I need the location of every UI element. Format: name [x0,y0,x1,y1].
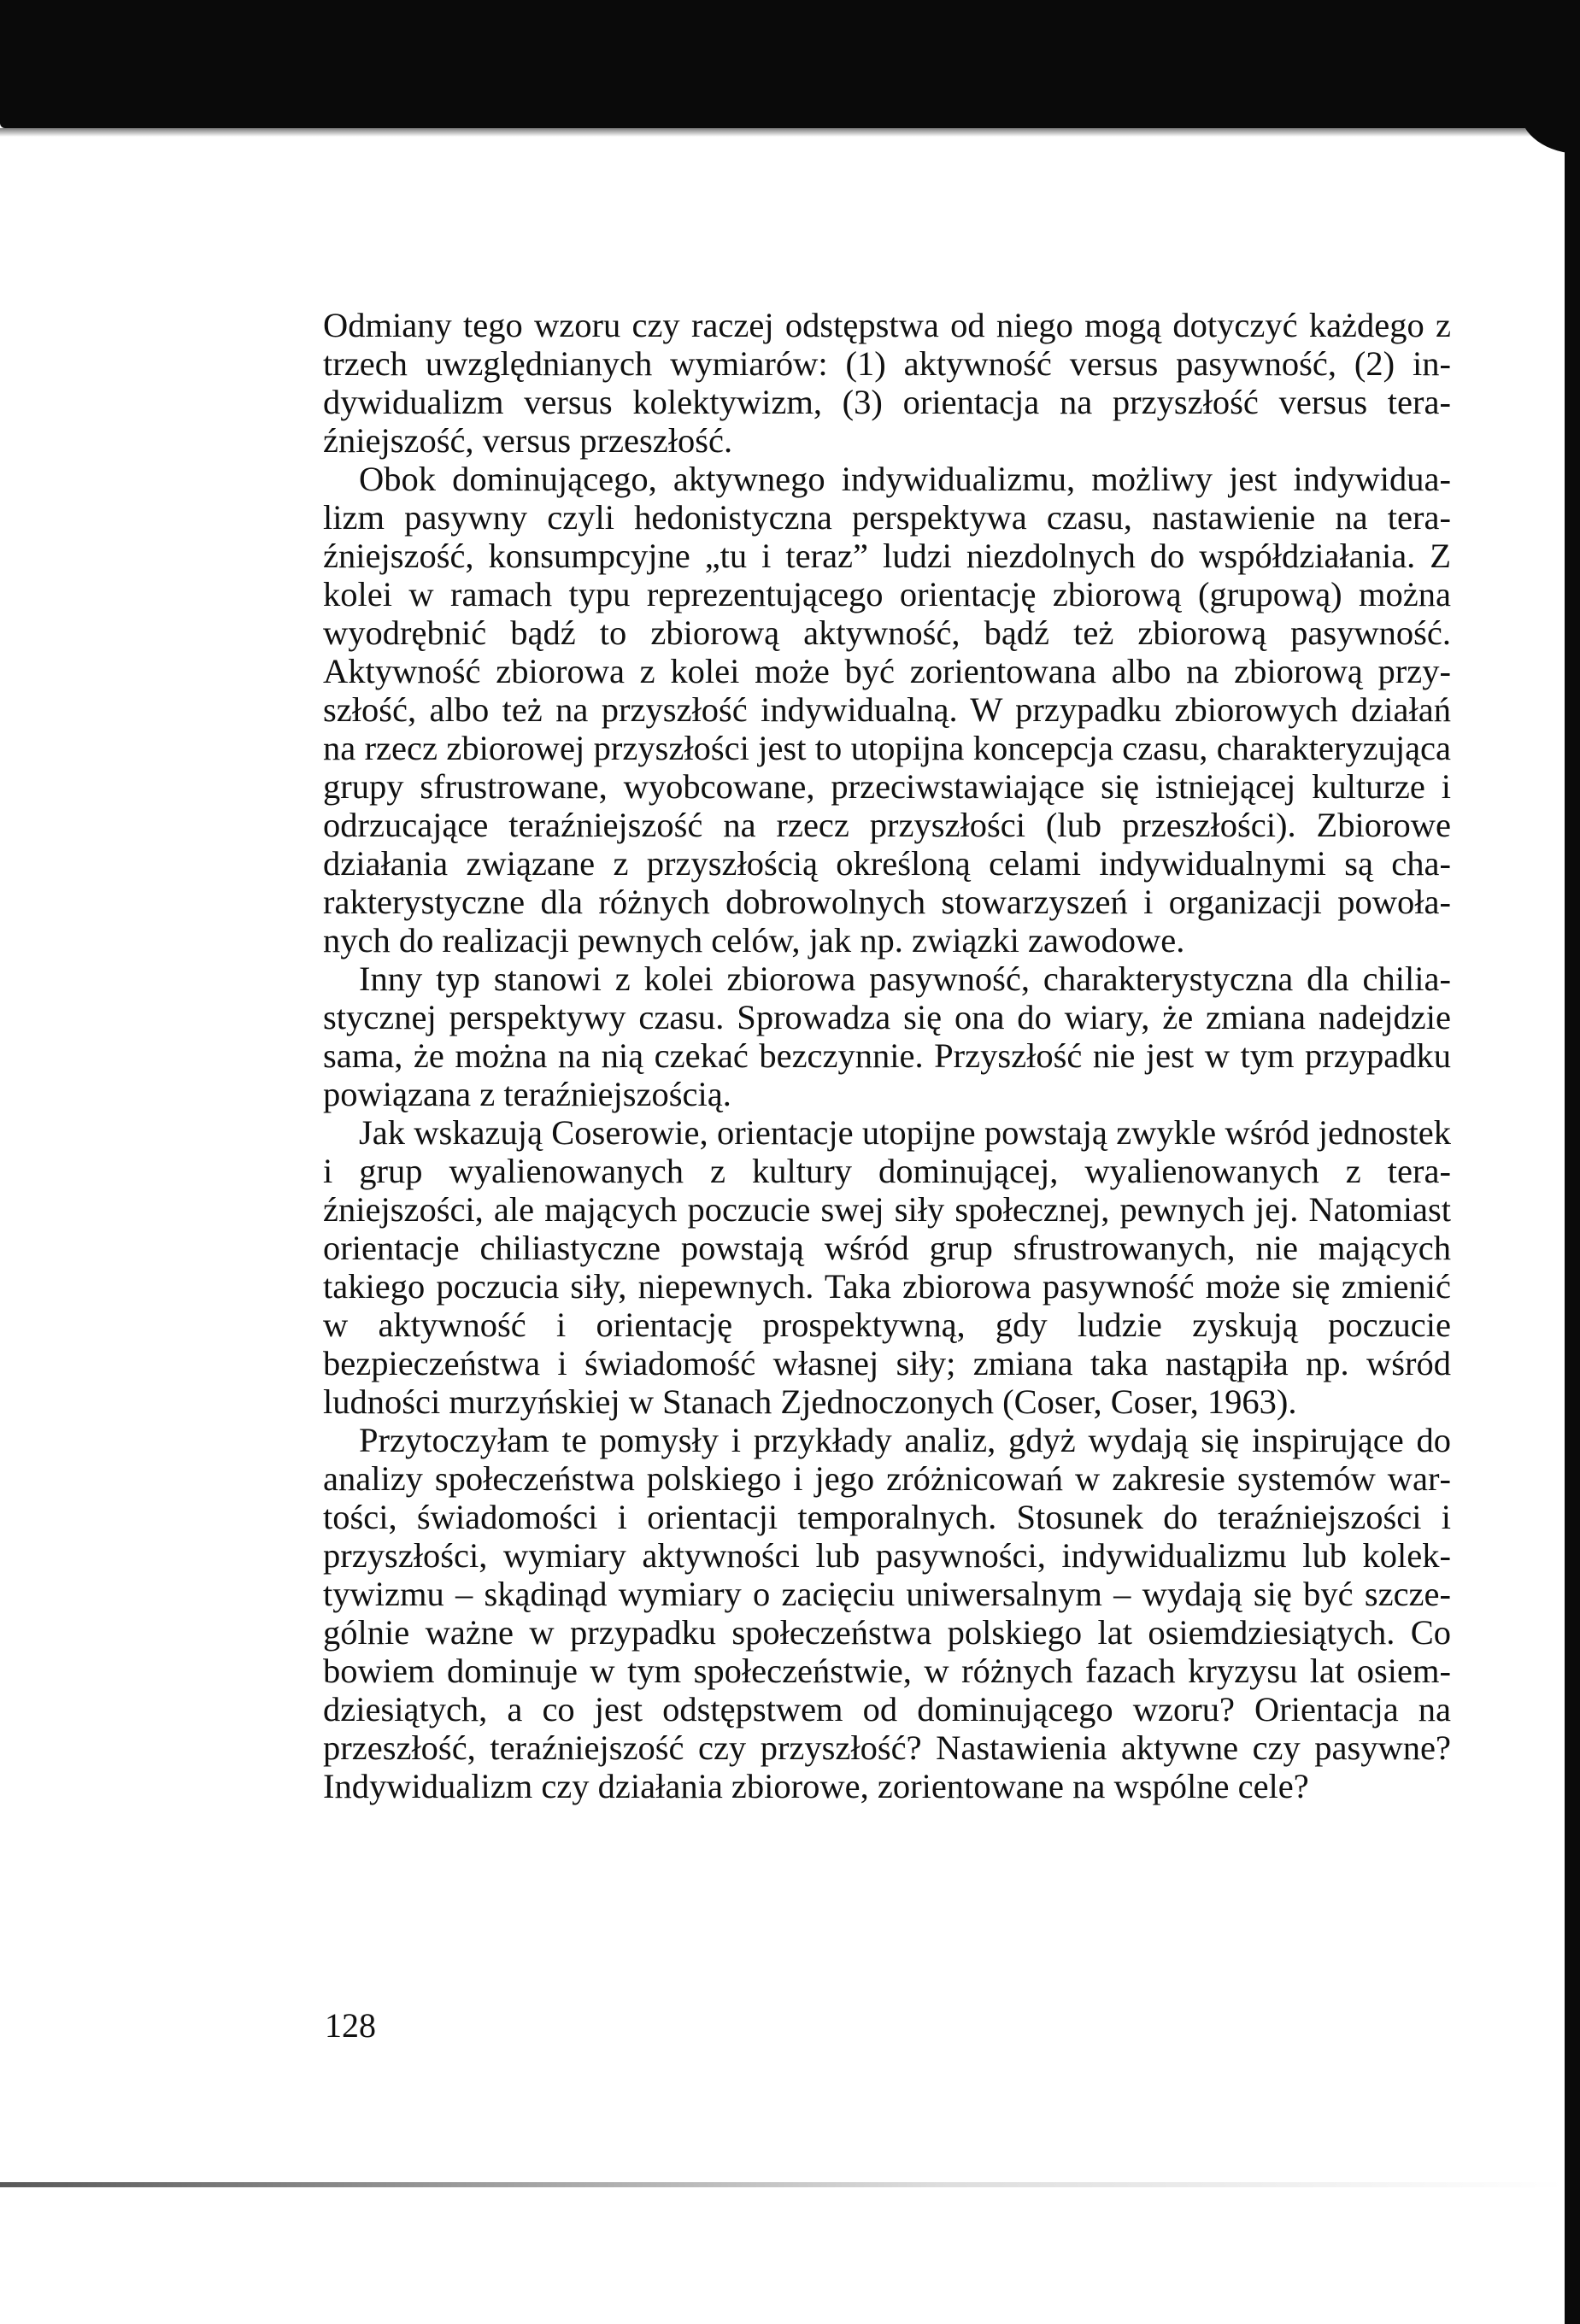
page-bottom-edge [0,2182,1565,2187]
scan-border-right [1565,0,1580,2324]
paragraph-3: Inny typ stanowi z kolei zbiorowa pasywność, charakterystyczna dla chiliastycznej perspektywy czasu. Sprowadza się ona do wiary, że zmiana nadejdzie sama, że można na nią czekać bezczynnie. Przyszłość nie jest w tym przypadku powiązana z teraźniejszością. [323,960,1451,1113]
paragraph-5: Przytoczyłam te pomysły i przykłady analiz, gdyż wydają się inspirujące do analizy społeczeństwa polskiego i jego zróżnicowań w zakresie systemów wartości, świadomości i orientacji temporalnych. Stosunek do teraźniejszości i przyszłości, wymiary aktywności lub pasywności, indywidualizmu lub kolektywizmu – skądinąd wymiary o zacięciu uniwersalnym – wydają się być szczególnie ważne w przypadku społeczeństwa polskiego lat osiemdziesiątych. Co bowiem dominuje w tym społeczeństwie, w różnych fazach kryzysu lat osiemdziesiątych, a co jest odstępstwem od dominującego wzoru? Orientacja na przeszłość, teraźniejszość czy przyszłość? Nastawienia aktywne czy pasywne? Indywidualizm czy działania zbiorowe, zorientowane na wspólne cele? [323,1421,1451,1805]
scan-border-top [0,0,1580,128]
paragraph-2: Obok dominującego, aktywnego indywidualizmu, możliwy jest indywidualizm pasywny czyli hedonistyczna perspektywa czasu, nastawienie na teraźniejszość, konsumpcyjne „tu i teraz” ludzi niezdolnych do współdziałania. Z kolei w ramach typu reprezentującego orientację zbiorową (grupową) można wyodrębnić bądź to zbiorową aktywność, bądź też zbiorową pasywność. Aktywność zbiorowa z kolei może być zorientowana albo na zbiorową przyszłość, albo też na przyszłość indywidualną. W przypadku zbiorowych działań na rzecz zbiorowej przyszłości jest to utopijna koncepcja czasu, charakteryzująca grupy sfrustrowane, wyobcowane, przeciwstawiające się istniejącej kulturze i odrzucające teraźniejszość na rzecz przyszłości (lub przeszłości). Zbiorowe działania związane z przyszłością określoną celami indywidualnymi są charakterystyczne dla różnych dobrowolnych stowarzyszeń i organizacji powołanych do realizacji pewnych celów, jak np. związki zawodowe. [323,460,1451,960]
body-text [323,306,1451,1805]
paragraph-1: Odmiany tego wzoru czy raczej odstępstwa od niego mogą dotyczyć każdego z trzech uwzględnianych wymiarów: (1) aktywność versus pasywność, (2) indywidualizm versus kolektywizm, (3) orientacja na przyszłość versus teraźniejszość, versus przeszłość. [323,306,1451,460]
paragraph-4: Jak wskazują Coserowie, orientacje utopijne powstają zwykle wśród jednostek i grup wyalienowanych z kultury dominującej, wyalienowanych z teraźniejszości, ale mających poczucie swej siły społecznej, pewnych jej. Natomiast orientacje chiliastyczne powstają wśród grup sfrustrowanych, nie mających takiego poczucia siły, niepewnych. Taka zbiorowa pasywność może się zmienić w aktywność i orientację prospektywną, gdy ludzie zyskują poczucie bezpieczeństwa i świadomość własnej siły; zmiana taka nastąpiła np. wśród ludności murzyńskiej w Stanach Zjednoczonych (Coser, Coser, 1963). [323,1113,1451,1421]
page-number: 128 [325,2006,376,2045]
